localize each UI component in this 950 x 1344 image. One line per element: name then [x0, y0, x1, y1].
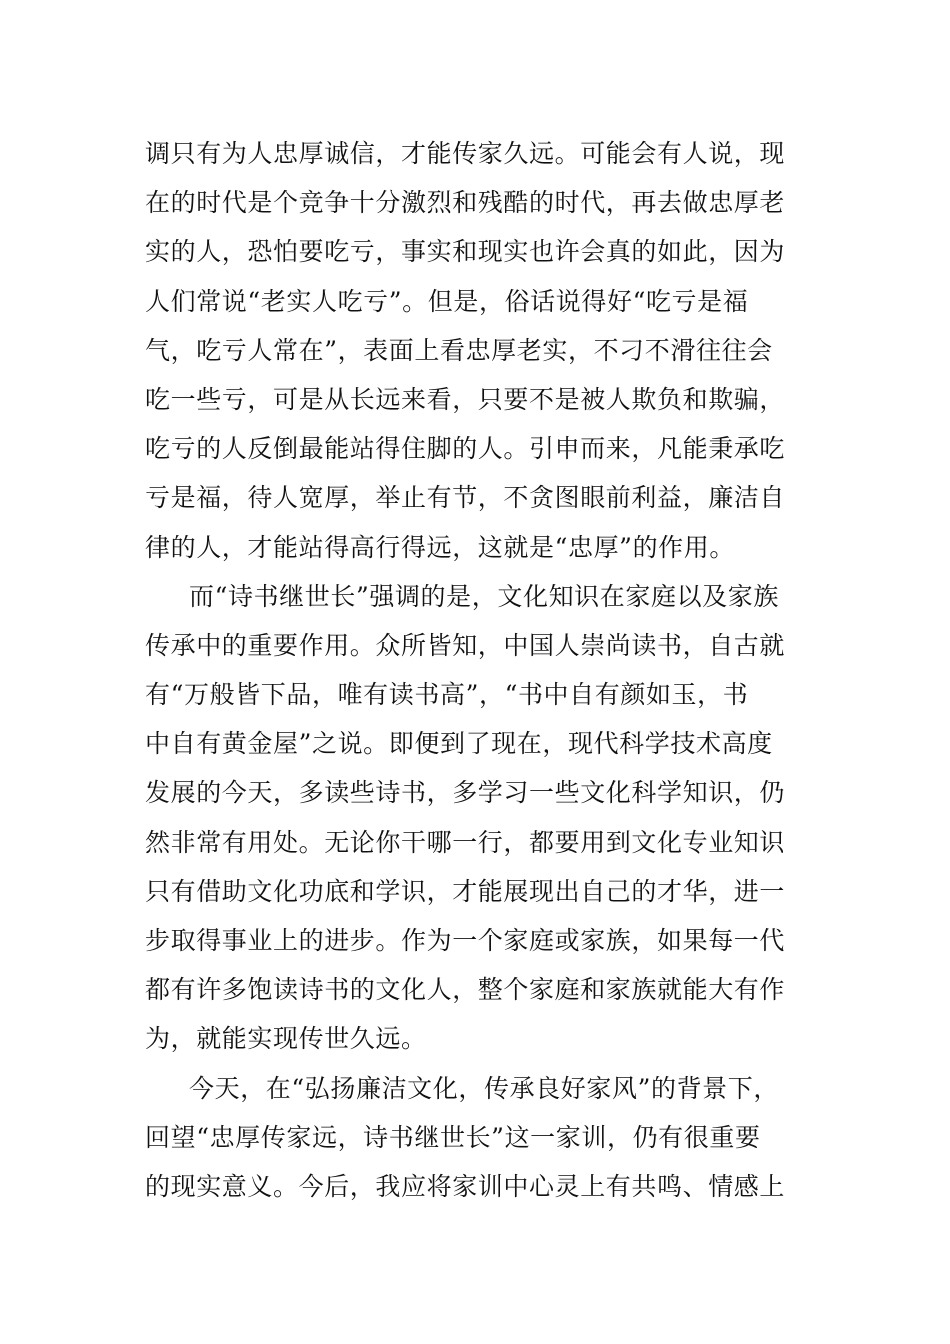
text-line: 在的时代是个竞争十分激烈和残酷的时代，再去做忠厚老: [145, 188, 786, 218]
text-line: 只有借助文化功底和学识，才能展现出自己的才华，进一: [145, 876, 786, 906]
text-line: 传承中的重要作用。众所皆知，中国人崇尚读书，自古就: [145, 630, 786, 660]
text-line: 都有许多饱读诗书的文化人，整个家庭和家族就能大有作: [145, 975, 786, 1005]
text-line: 亏是福，待人宽厚，举止有节，不贪图眼前利益，廉洁自: [145, 483, 786, 513]
paragraph-start-line: 今天，在“弘扬廉洁文化，传承良好家风”的背景下，: [189, 1073, 779, 1103]
text-line: 的现实意义。今后，我应将家训中心灵上有共鸣、情感上: [145, 1171, 786, 1201]
text-line: 律的人，才能站得高行得远，这就是“忠厚”的作用。: [145, 532, 735, 562]
text-line: 步取得事业上的进步。作为一个家庭或家族，如果每一代: [145, 926, 786, 955]
text-line: 调只有为人忠厚诚信，才能传家久远。可能会有人说，现: [145, 139, 786, 168]
text-line: 然非常有用处。无论你干哪一行，都要用到文化专业知识: [145, 827, 786, 857]
paragraph-start-line: 而“诗书继世长”强调的是，文化知识在家庭以及家族: [189, 581, 779, 611]
text-line: 发展的今天，多读些诗书，多学习一些文化科学知识，仍: [145, 778, 786, 808]
text-line: 回望“忠厚传家远，诗书继世长”这一家训，仍有很重要: [145, 1122, 761, 1152]
text-line: 气，吃亏人常在”，表面上看忠厚老实，不刁不滑往往会: [145, 335, 773, 365]
text-line: 为，就能实现传世久远。: [145, 1024, 427, 1054]
text-line: 人们常说“老实人吃亏”。但是，俗话说得好“吃亏是福: [145, 286, 749, 316]
text-line: 中自有黄金屋”之说。即便到了现在，现代科学技术高度: [145, 729, 773, 759]
text-line: 吃亏的人反倒最能站得住脚的人。引申而来，凡能秉承吃: [145, 434, 786, 464]
body-text: [145, 129, 815, 1211]
text-line: 有“万般皆下品，唯有读书高”，“书中自有颜如玉，书: [145, 680, 749, 710]
text-line: 吃一些亏，可是从长远来看，只要不是被人欺负和欺骗，: [145, 384, 786, 414]
text-line: 实的人，恐怕要吃亏，事实和现实也许会真的如此，因为: [145, 237, 786, 267]
